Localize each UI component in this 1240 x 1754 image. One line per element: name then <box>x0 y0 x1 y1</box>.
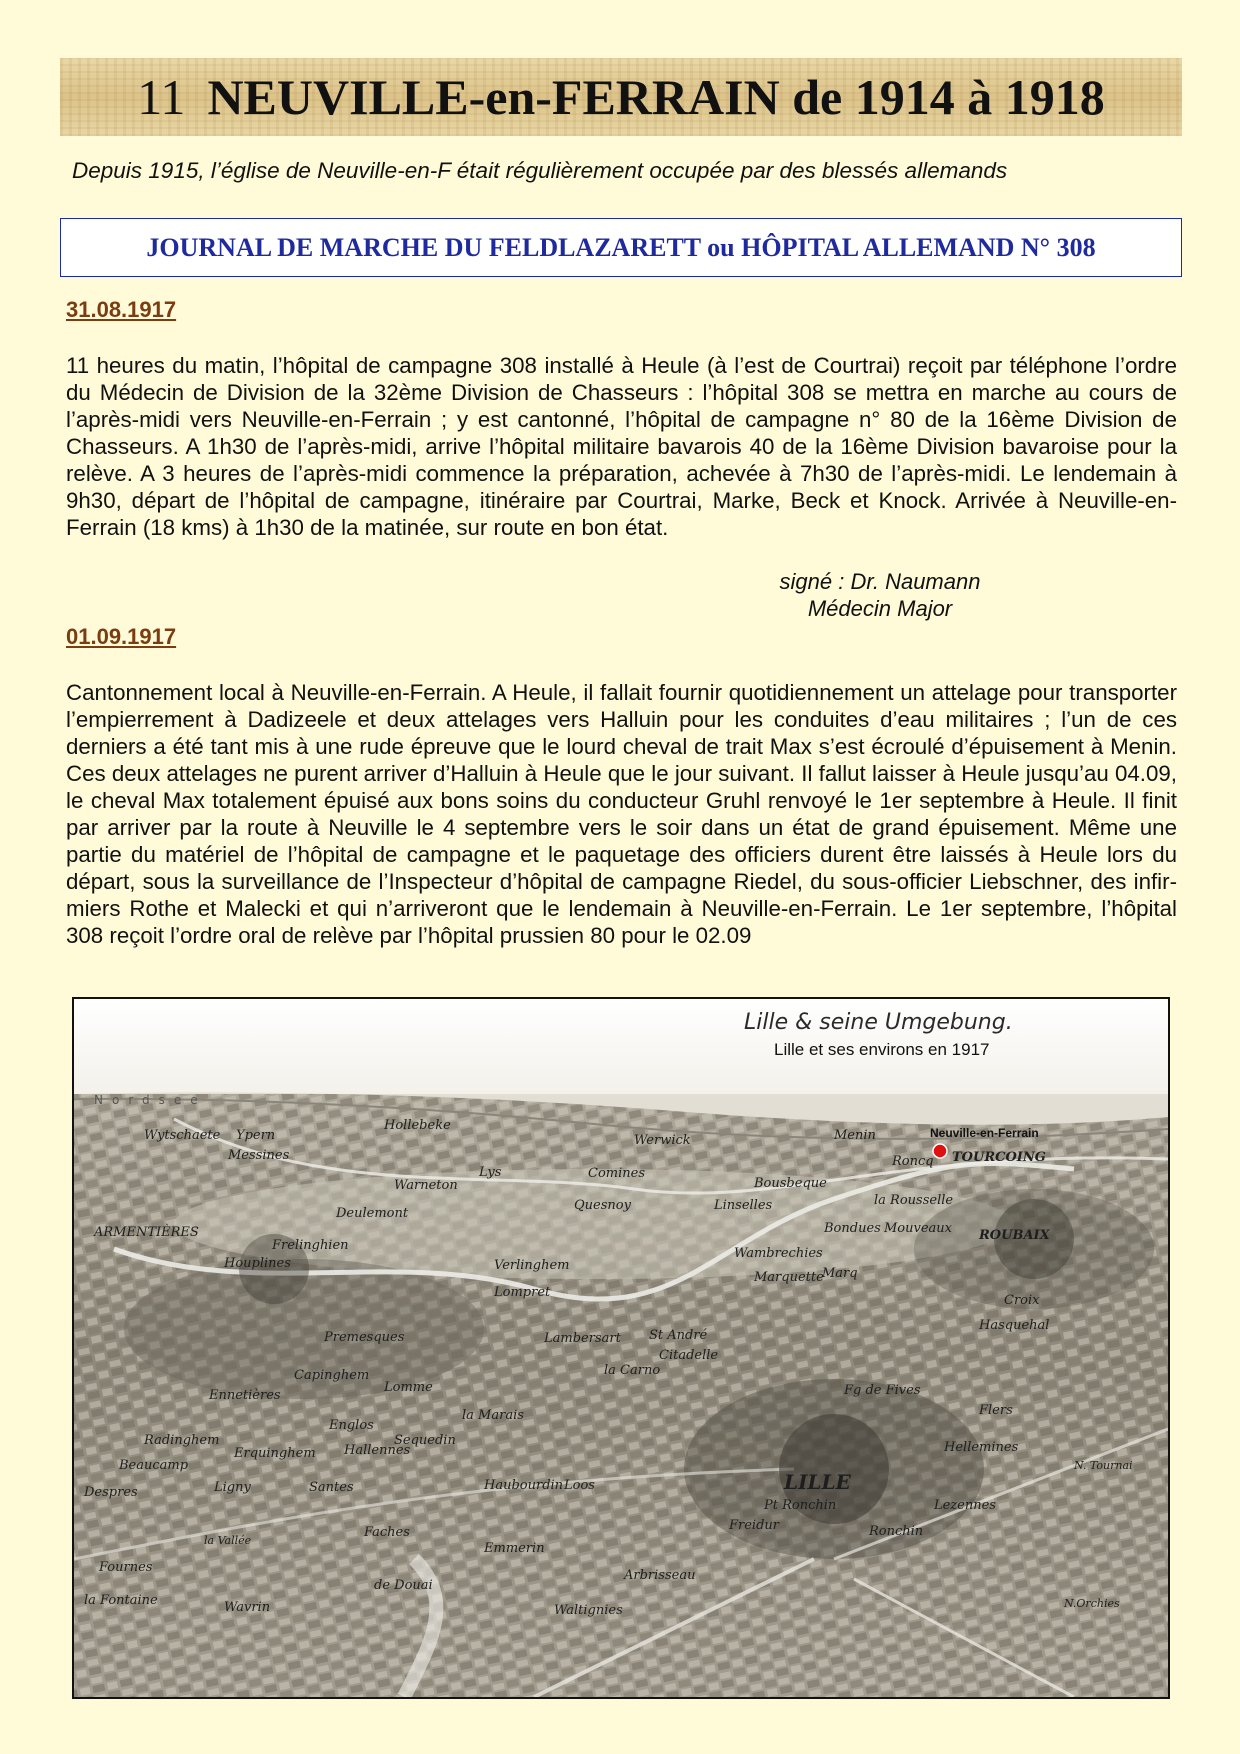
place-label: Erquinghem <box>234 1446 316 1461</box>
place-label: Marq <box>822 1266 858 1281</box>
place-label: Pt Ronchin <box>764 1498 837 1513</box>
place-label: LILLE <box>784 1470 851 1494</box>
neuville-marker <box>933 1144 947 1158</box>
place-label: Hasquehal <box>979 1318 1050 1333</box>
journal-title-box <box>60 218 1182 277</box>
place-label: Radinghem <box>144 1433 220 1448</box>
subtitle: Depuis 1915, l’église de Neuville-en-F était régulièrement occupée par des blessés allemands <box>72 158 1008 183</box>
place-label: Hollebeke <box>384 1118 451 1133</box>
map-caption: Lille et ses environs en 1917 <box>774 1040 990 1059</box>
place-label: Wytschaete <box>144 1128 221 1143</box>
place-label: Fournes <box>99 1560 153 1575</box>
place-label: Arbrisseau <box>624 1568 696 1583</box>
place-label: Mouveaux <box>884 1221 953 1236</box>
place-label: Sequedin <box>394 1433 456 1448</box>
place-label: de Douai <box>374 1578 433 1593</box>
journal-title: JOURNAL DE MARCHE DU FELDLAZARETT ou HÔPITAL ALLEMAND N° 308 <box>146 232 1096 262</box>
place-label: Bousbeque <box>754 1176 827 1191</box>
place-label: N. Tournai <box>1074 1459 1133 1472</box>
place-label: Haubourdin <box>484 1478 564 1493</box>
place-label: Ypern <box>236 1128 276 1143</box>
place-label: Deulemont <box>336 1206 409 1221</box>
page-header <box>60 58 1182 136</box>
place-label: Flers <box>979 1403 1013 1418</box>
place-label: Marquette <box>754 1270 824 1285</box>
place-label: Lambersart <box>544 1331 621 1346</box>
chapter-number: 11 <box>137 69 186 125</box>
place-label: Lezennes <box>934 1498 996 1513</box>
entry-date-1: 31.08.1917 <box>66 297 177 322</box>
place-label: N.Orchies <box>1064 1597 1120 1610</box>
place-label: Ligny <box>214 1480 251 1495</box>
place-label: Beaucamp <box>119 1458 189 1473</box>
place-label: Faches <box>364 1525 410 1540</box>
entry-text-1: 11 heures du matin, l’hôpital de campagne 308 installé à Heule (à l’est de Courtrai) reçoit par téléphone l’ordre du Médecin de Division de la 32ème Division de Chasseurs : l’hôpital 308 se mettra en marche au cours de l’après-midi vers Neuville-en-Ferrain ; y est cantonné, l’hôpital de campagne n° 80 de la 16ème Division de Chasseurs. A 1h30 de l’après-midi, arrive l’hôpital militaire bavarois 40 de la 16ème Division bavaroise pour la relève. A 3 heures de l’après-midi commence la préparation, achevée à 7h30 de l’après-midi. Le lendemain à 9h30, départ de l’hôpital de campagne, itinéraire par Courtrai, Marke, Beck et Knock. Arrivée à Neuville-en-Ferrain (18 kms) à 1h30 de la matinée, sur route en bon état. <box>66 353 1177 540</box>
place-label: Emmerin <box>484 1541 545 1556</box>
place-label: Waltignies <box>554 1603 623 1618</box>
sea-label: Nordsee <box>94 1093 207 1107</box>
place-label: Roncq <box>892 1154 934 1169</box>
map-image <box>72 997 1170 1699</box>
map-title: Lille & seine Umgebung. <box>744 1010 1013 1035</box>
place-label: Ronchin <box>869 1524 924 1539</box>
place-label: Linselles <box>714 1198 773 1213</box>
place-label: Freidur <box>729 1518 779 1533</box>
signature-name: signé : Dr. Naumann <box>779 569 981 594</box>
place-label: Quesnoy <box>574 1198 631 1213</box>
place-label: Lompret <box>494 1285 551 1300</box>
signature-role: Médecin Major <box>807 596 953 621</box>
entry-date-2: 01.09.1917 <box>66 624 177 649</box>
place-label: Lys <box>479 1165 502 1180</box>
place-label: Loos <box>564 1478 595 1493</box>
map-drawing <box>74 999 1168 1697</box>
place-label: St André <box>649 1328 708 1343</box>
place-label: Houplines <box>224 1256 291 1271</box>
place-label: Warneton <box>394 1178 458 1193</box>
place-label: Wavrin <box>224 1600 271 1615</box>
place-label: Fg de Fives <box>844 1383 921 1398</box>
place-label: Englos <box>329 1418 374 1433</box>
place-label: Despres <box>84 1485 138 1500</box>
place-label: Hallennes <box>344 1443 411 1458</box>
place-label: Wambrechies <box>734 1246 823 1261</box>
place-label: Croix <box>1004 1293 1040 1308</box>
place-label: Verlinghem <box>494 1258 570 1273</box>
place-label: la Carno <box>604 1363 661 1378</box>
place-label: Comines <box>588 1166 645 1181</box>
place-label: Lomme <box>384 1380 433 1395</box>
place-label: Frelinghien <box>272 1238 349 1253</box>
place-label: Hellemines <box>944 1440 1019 1455</box>
place-label: la Rousselle <box>874 1193 954 1208</box>
place-label: TOURCOING <box>952 1150 1046 1165</box>
place-label: la Marais <box>462 1408 524 1423</box>
place-label: Premesques <box>324 1330 405 1345</box>
place-label: la Fontaine <box>84 1593 158 1608</box>
place-label: Messines <box>228 1148 290 1163</box>
place-label: Santes <box>309 1480 354 1495</box>
place-label: la Vallée <box>204 1534 252 1547</box>
place-label: ROUBAIX <box>979 1228 1050 1243</box>
place-label: Bondues <box>824 1221 881 1236</box>
signature <box>700 568 1060 622</box>
place-label: Capinghem <box>294 1368 370 1383</box>
place-label: Werwick <box>634 1133 691 1148</box>
marker-label: Neuville-en-Ferrain <box>930 1126 1039 1140</box>
page-title: NEUVILLE-en-FERRAIN de 1914 à 1918 <box>207 69 1105 125</box>
place-label: Citadelle <box>659 1348 719 1363</box>
place-label: ARMENTIÈRES <box>94 1225 199 1240</box>
entry-text-2: Cantonnement local à Neuville-en-Ferrain. A Heule, il fallait fournir quotidiennement un attelage pour transporter l’empierrement à Dadizeele et deux attelages vers Halluin pour les conduites d’eau militaires ; l’un de ces derniers a été tant mis à une rude épreuve que le lourd cheval de trait Max s’est écroulé d’épuisement à Menin. Ces deux attelages ne purent arriver d’Halluin à Heule que le jour suivant. Il fallut laisser à Heule jusqu’au 04.09, le cheval Max totalement épuisé aux bons soins du conducteur Gruhl renvoyé le 1er septembre à Heule. Il finit par arriver par la route à Neuville le 4 septembre vers le soir dans un état de grand épuisement. Même une partie du matériel de l’hôpital de campagne et le paquetage des officiers durent être laissés à Heule lors du départ, sous la surveillance de l’Inspecteur d’hôpital de campagne Riedel, du sous-officier Liebschner, des infirmiers Rothe et Malecki et qui n’arriveront que le lendemain à Neuville-en-Ferrain. Le 1er septembre, l’hôpital 308 reçoit l’ordre oral de relève par l’hôpital prussien 80 pour le 02.09 <box>66 680 1177 948</box>
place-label: Menin <box>834 1128 876 1143</box>
place-label: Ennetières <box>209 1388 281 1403</box>
